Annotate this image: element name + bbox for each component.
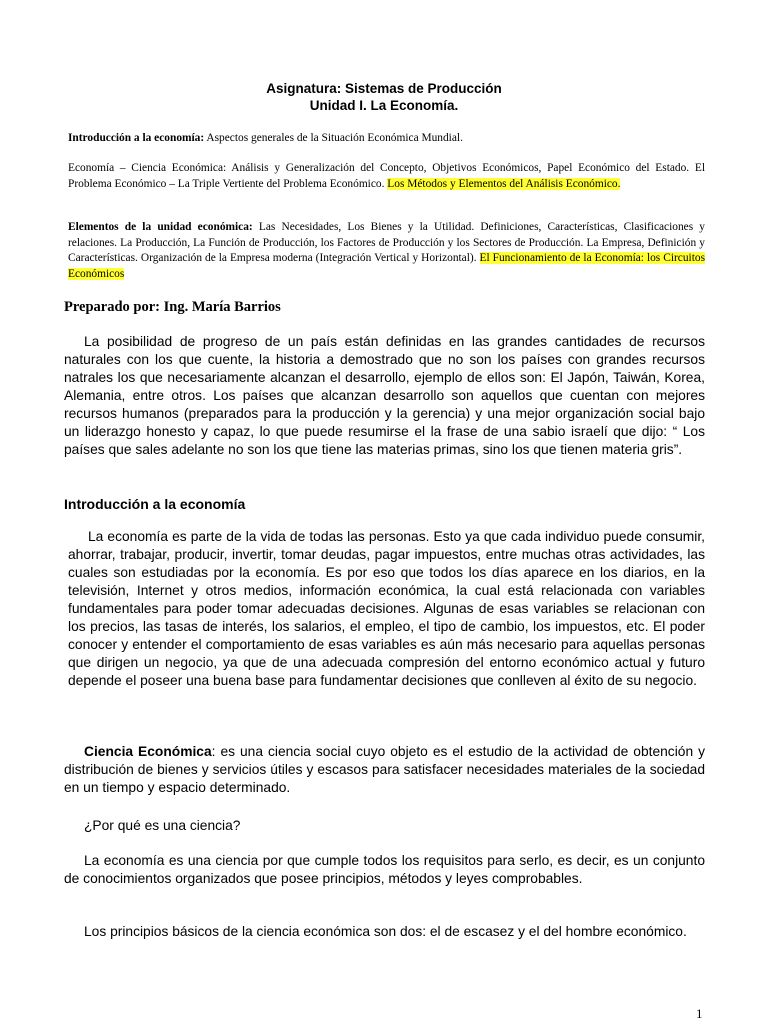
principios-paragraph: Los principios básicos de la ciencia económica son dos: el de escasez y el del hombre económico. [84, 924, 687, 939]
intro-topic-text: Aspectos generales de la Situación Económica Mundial. [204, 132, 463, 144]
unit-title: Unidad I. La Economía. [309, 98, 459, 113]
page-number: 1 [696, 1006, 703, 1021]
author-line: Preparado por: Ing. María Barrios [64, 299, 281, 315]
progress-paragraph: La posibilidad de progreso de un país están definidas en las grandes cantidades de recursos naturales con los que cuente, la historia a demostrado que no son los países con grandes recursos natrales los que necesariamente alcanzan el desarrollo, ejemplo de ellos son: El Japón, Taiwán, Korea, Alemania, entre otros. Los países que alcanzan desarrollo son aquellos que cuentan con mejores recursos humanos (preparados para la producción y la gerencia) y una mejor organización social bajo un liderazgo honesto y capaz, lo que puede resumirse el la frase de una sabio israelí que dijo: “ Los países que sales adelante no son los que tiene las materias primas, sino los que tienen materia gris”. [64, 334, 705, 457]
ciencia-definition-paragraph: La economía es una ciencia por que cumple todos los requisitos para serlo, es decir, es un conjunto de conocimientos organizados que posee principios, métodos y leyes comprobables. [64, 853, 705, 886]
economia-topics-text: Economía – Ciencia Económica: Análisis y Generalización del Concepto, Objetivos Económicos, Papel Económico del Estado. El Problema Económico – La Triple Vertiente del Problema Económico. [68, 162, 705, 190]
ciencia-label: Ciencia Económica [84, 744, 212, 759]
elements-topics-text: Las Necesidades, Los Bienes y la Utilidad. Definiciones, Características, Clasificaciones y relaciones. La Producción, La Función de Producción, los Factores de Producción y los Sectores de Producción. La Empresa, Definición y Características. Organización de la Empresa moderna (Integración Vertical y Horizontal). [68, 221, 705, 265]
economia-topics-highlight: Los Métodos y Elementos del Análisis Económico. [387, 177, 621, 190]
ciencia-text: : es una ciencia social cuyo objeto es el estudio de la actividad de obtención y distribución de bienes y servicios útiles y escasos para satisfacer necesidades materiales de la sociedad en un tiempo y espacio determinado. [64, 744, 705, 795]
elements-topics-label: Elementos de la unidad económica: [68, 221, 253, 233]
intro-topic-paragraph [68, 131, 705, 147]
economia-topics-paragraph [68, 161, 705, 192]
ciencia-paragraph [64, 743, 705, 797]
document-title: Asignatura: Sistemas de Producción [266, 81, 502, 96]
intro-topic-label: Introducción a la economía: [68, 132, 205, 144]
question-line: ¿Por qué es una ciencia? [84, 818, 241, 833]
section-heading: Introducción a la economía [64, 496, 246, 512]
economia-paragraph: La economía es parte de la vida de todas las personas. Esto ya que cada individuo puede consumir, ahorrar, trabajar, producir, invertir, tomar deudas, pagar impuestos, entre muchas otras actividades, las cuales son estudiadas por la economía. Es por eso que todos los días aparece en los diarios, en la televisión, Internet y otros medios, información económica, la cual está relacionada con variables fundamentales para poder tomar adecuadas decisiones. Algunas de esas variables se relacionan con los precios, las tasas de interés, los salarios, el empleo, el tipo de cambio, los impuestos, etc. El poder conocer y entender el comportamiento de esas variables es aún más necesario para aquellas personas que dirigen un negocio, ya que de una adecuada compresión del entorno económico actual y futuro depende el poseer una buena base para fundamentar decisiones que conlleven al éxito de su negocio. [68, 529, 705, 688]
elements-topics-highlight: El Funcionamiento de la Economía: los Circuitos Económicos [68, 252, 705, 280]
elements-topics-paragraph [68, 220, 705, 282]
